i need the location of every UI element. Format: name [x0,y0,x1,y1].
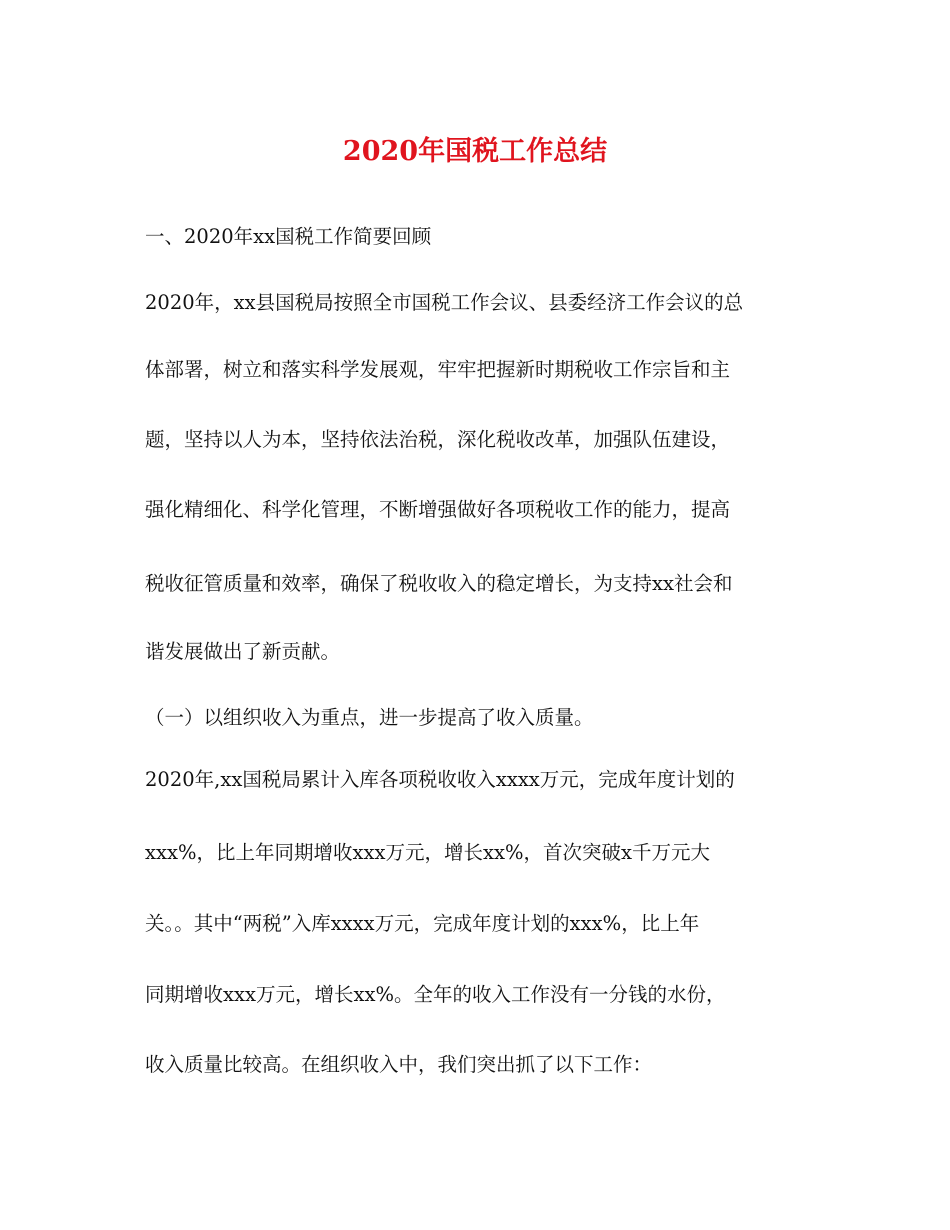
paragraph-line: 关。。其中“两税”入库xxxx万元，完成年度计划的xxx%，比上年 [145,912,700,935]
subsection-heading: （一）以组织收入为重点，进一步提高了收入质量。 [145,706,594,729]
paragraph-line: 2020年,xx国税局累计入库各项税收收入xxxx万元，完成年度计划的 [145,768,735,791]
section-heading: 一、2020年xx国税工作简要回顾 [145,225,432,248]
paragraph-line: 同期增收xxx万元，增长xx%。全年的收入工作没有一分钱的水份， [145,983,726,1006]
paragraph-line: 体部署，树立和落实科学发展观，牢牢把握新时期税收工作宗旨和主 [145,358,731,381]
document-title: 2020年国税工作总结 [342,136,608,167]
paragraph-line: 题，坚持以人为本，坚持依法治税，深化税收改革，加强队伍建设， [145,428,731,451]
paragraph-line: 收入质量比较高。在组织收入中，我们突出抓了以下工作： [145,1053,653,1076]
paragraph-line: xxx%，比上年同期增收xxx万元，增长xx%，首次突破x千万元大 [145,841,711,864]
paragraph-line: 谐发展做出了新贡献。 [145,640,341,663]
paragraph-line: 2020年，xx县国税局按照全市国税工作会议、县委经济工作会议的总 [145,291,744,314]
paragraph-line: 强化精细化、科学化管理，不断增强做好各项税收工作的能力，提高 [145,498,731,521]
paragraph-line: 税收征管质量和效率，确保了税收收入的稳定增长，为支持xx社会和 [145,572,733,595]
